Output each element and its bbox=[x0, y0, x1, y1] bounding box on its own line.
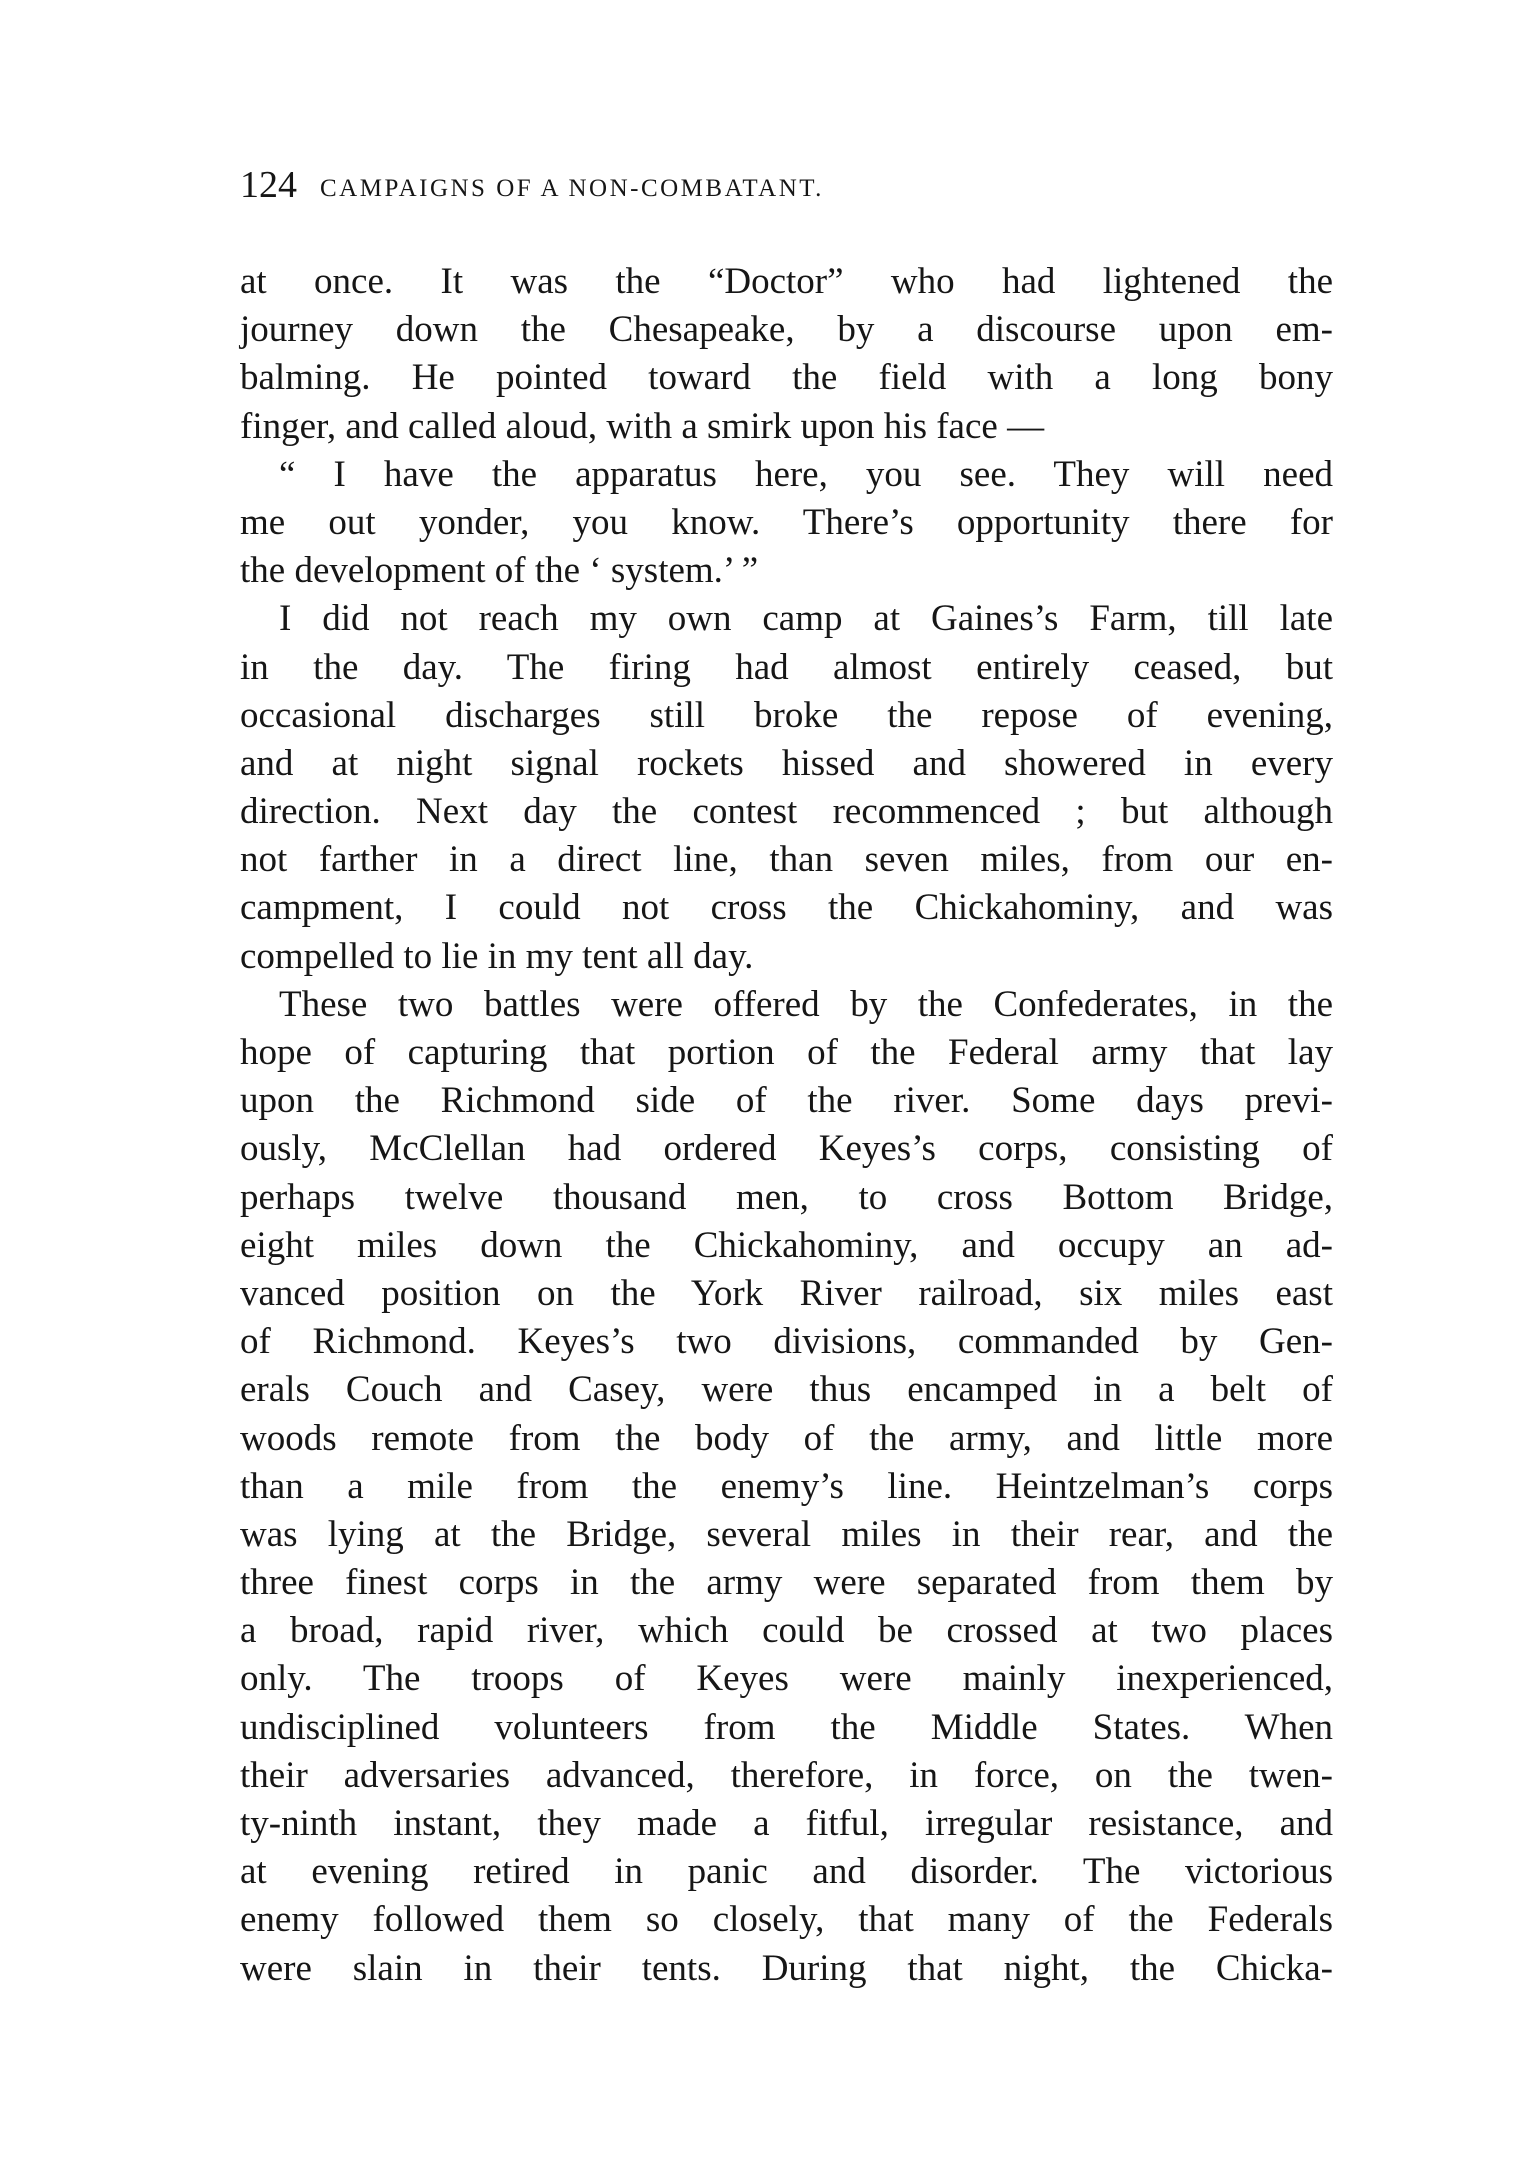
running-header bbox=[240, 160, 1333, 210]
text-line: finger, and called aloud, with a smirk upon his face — bbox=[240, 405, 1045, 447]
text-line: at once. It was the “Doctor” who had lightened the bbox=[240, 261, 1333, 302]
text-line: enemy followed them so closely, that many of the Federals bbox=[240, 1899, 1333, 1941]
text-line: than a mile from the enemy’s line. Heintzelman’s corps bbox=[240, 1465, 1333, 1507]
running-title: CAMPAIGNS OF A NON-COMBATANT. bbox=[320, 175, 824, 202]
text-line: vanced position on the York River railroad, six miles east bbox=[240, 1272, 1333, 1314]
text-line: occasional discharges still broke the repose of evening, bbox=[240, 694, 1333, 736]
text-line: eight miles down the Chickahominy, and occupy an ad- bbox=[240, 1224, 1333, 1266]
text-line: at evening retired in panic and disorder. The victorious bbox=[240, 1851, 1333, 1893]
text-line: ty-ninth instant, they made a fitful, irregular resistance, and bbox=[240, 1803, 1333, 1844]
text-line: hope of capturing that portion of the Federal army that lay bbox=[240, 1032, 1333, 1073]
text-line: me out yonder, you know. There’s opportunity there for bbox=[240, 501, 1333, 543]
text-line: journey down the Chesapeake, by a discourse upon em- bbox=[240, 309, 1333, 351]
text-line: I did not reach my own camp at Gaines’s Farm, till late bbox=[279, 598, 1333, 640]
text-line: was lying at the Bridge, several miles in their rear, and the bbox=[240, 1513, 1333, 1555]
text-line: erals Couch and Casey, were thus encamped in a belt of bbox=[240, 1369, 1333, 1411]
text-line: woods remote from the body of the army, and little more bbox=[240, 1417, 1333, 1459]
text-line: a broad, rapid river, which could be crossed at two places bbox=[240, 1610, 1333, 1652]
text-line: of Richmond. Keyes’s two divisions, commanded by Gen- bbox=[240, 1321, 1333, 1363]
text-line: perhaps twelve thousand men, to cross Bottom Bridge, bbox=[240, 1176, 1333, 1218]
text-line: compelled to lie in my tent all day. bbox=[240, 935, 754, 977]
text-line: only. The troops of Keyes were mainly inexperienced, bbox=[240, 1658, 1333, 1700]
text-line: upon the Richmond side of the river. Some days previ- bbox=[240, 1080, 1333, 1122]
text-line: in the day. The firing had almost entirely ceased, but bbox=[240, 646, 1333, 688]
text-line: direction. Next day the contest recommenced ; but although bbox=[240, 791, 1333, 833]
text-line: These two battles were offered by the Confederates, in the bbox=[279, 983, 1333, 1025]
text-line: the development of the ‘ system.’ ” bbox=[240, 550, 759, 592]
text-line: not farther in a direct line, than seven miles, from our en- bbox=[240, 839, 1333, 881]
text-line: undisciplined volunteers from the Middle States. When bbox=[240, 1706, 1333, 1748]
body-text bbox=[240, 258, 1333, 1993]
text-line: campment, I could not cross the Chickahominy, and was bbox=[240, 887, 1333, 929]
text-line: were slain in their tents. During that night, the Chicka- bbox=[240, 1947, 1333, 1989]
text-line: three finest corps in the army were separated from them by bbox=[240, 1562, 1333, 1604]
text-line: balming. He pointed toward the field with a long bony bbox=[240, 357, 1333, 399]
page-number: 124 bbox=[240, 164, 297, 206]
text-line: their adversaries advanced, therefore, in force, on the twen- bbox=[240, 1754, 1333, 1796]
text-line: ously, McClellan had ordered Keyes’s corps, consisting of bbox=[240, 1128, 1333, 1170]
text-line: and at night signal rockets hissed and showered in every bbox=[240, 742, 1333, 784]
text-line: “ I have the apparatus here, you see. They will need bbox=[279, 453, 1333, 495]
